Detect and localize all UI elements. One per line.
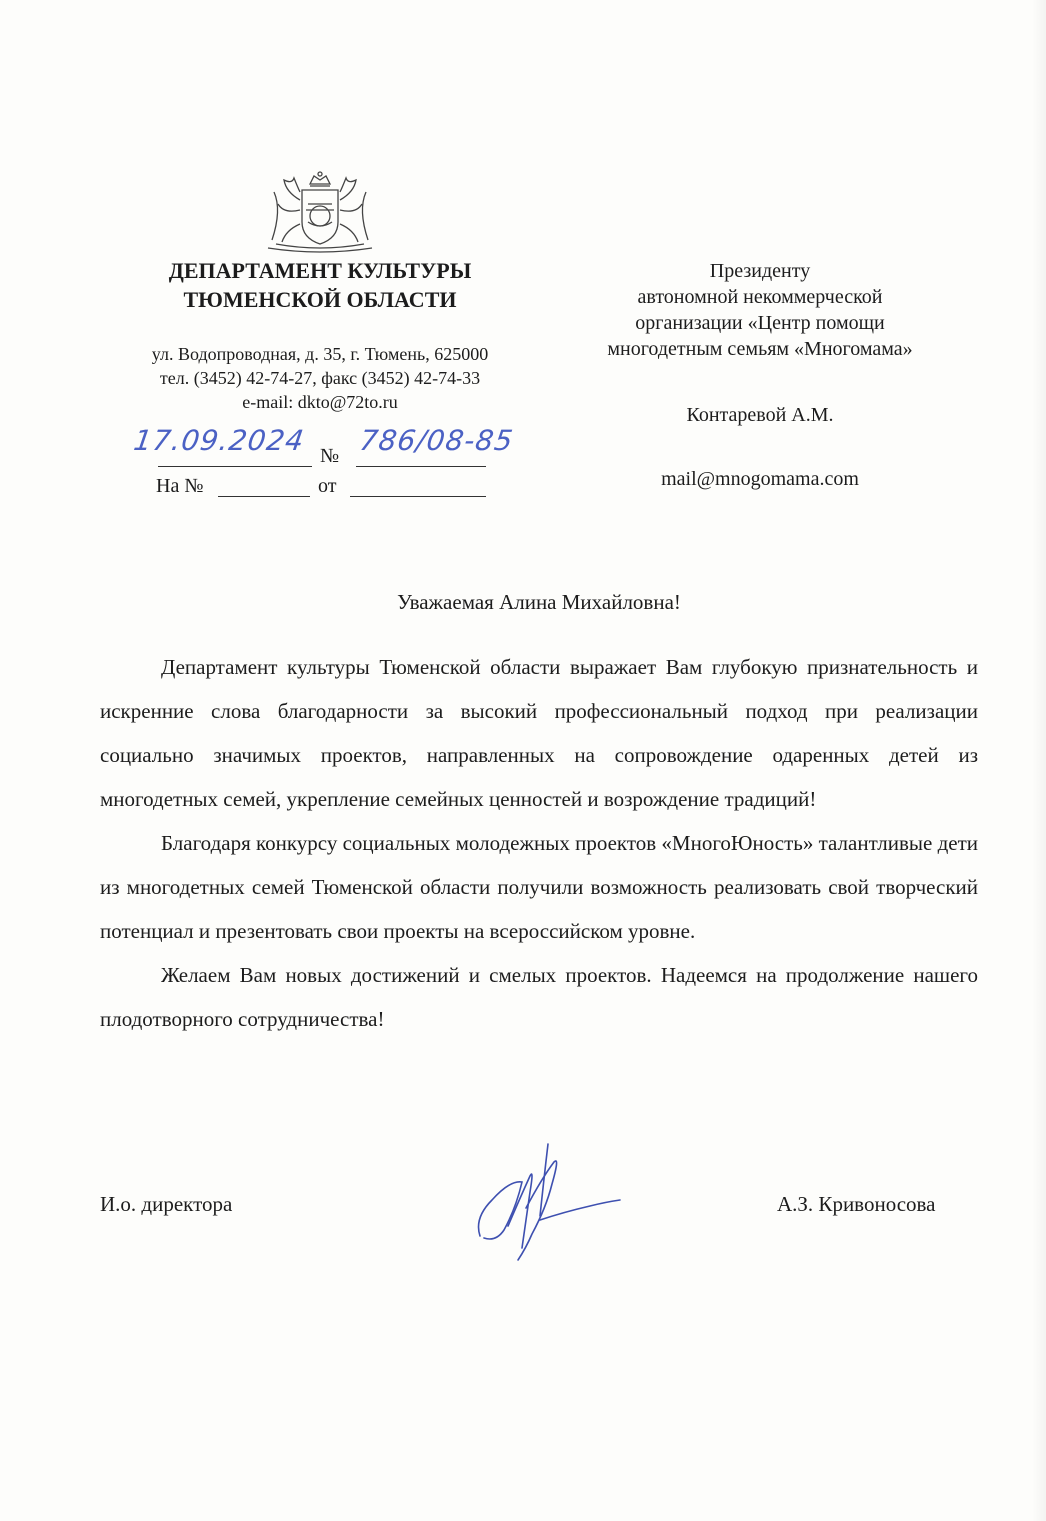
handwritten-number: 786/08-85	[357, 424, 516, 457]
paragraph-3: Желаем Вам новых достижений и смелых проектов. Надеемся на продолжение нашего плодотворного сотрудничества!	[100, 963, 978, 1031]
address-line: ул. Водопроводная, д. 35, г. Тюмень, 625000	[151, 344, 489, 364]
handwritten-signature-icon	[470, 1138, 630, 1268]
recipient-line-2: автономной некоммерческой	[637, 286, 883, 308]
department-line-2: ТЮМЕНСКОЙ ОБЛАСТИ	[183, 287, 457, 312]
coat-of-arms-icon	[262, 170, 378, 254]
department-name	[90, 256, 550, 314]
from-word: от	[318, 475, 337, 497]
handwritten-date: 17.09.2024	[131, 424, 307, 457]
signatory-position: И.о. директора	[100, 1192, 233, 1216]
letter-body	[100, 645, 978, 1041]
recipient-line-1: Президенту	[709, 260, 811, 282]
reply-prefix: На №	[156, 475, 204, 497]
reply-date-underline	[350, 496, 486, 497]
recipient-name: Контаревой А.М.	[686, 404, 834, 426]
recipient-block	[560, 258, 960, 492]
salutation: Уважаемая Алина Михайловна!	[397, 590, 681, 614]
paragraph-1: Департамент культуры Тюменской области выражает Вам глубокую признательность и искренние слова благодарности за высокий профессиональный подход при реализации социально значимых проектов, направленных на сопровождение одаренных детей из многодетных семей, укрепление семейных ценностей и возрождение традиций!	[100, 655, 978, 811]
scan-edge-shadow	[1032, 0, 1046, 1521]
department-contacts	[90, 342, 550, 414]
department-line-1: ДЕПАРТАМЕНТ КУЛЬТУРЫ	[168, 258, 472, 283]
recipient-line-3: организации «Центр помощи	[635, 312, 885, 334]
phone-line: тел. (3452) 42-74-27, факс (3452) 42-74-33	[159, 368, 481, 388]
paragraph-2: Благодаря конкурсу социальных молодежных проектов «МногоЮность» талантливые дети из многодетных семей Тюменской области получили возможность реализовать свой творческий потенциал и презентовать свои проекты на всероссийском уровне.	[100, 831, 978, 943]
recipient-line-4: многодетным семьям «Многомама»	[607, 338, 913, 360]
reply-number-underline	[218, 496, 310, 497]
number-sign: №	[320, 445, 340, 467]
email-line: e-mail: dkto@72to.ru	[242, 392, 398, 412]
number-underline	[356, 466, 486, 467]
signatory-name: А.З. Кривоносова	[777, 1192, 936, 1216]
date-underline	[158, 466, 312, 467]
recipient-email: mail@mnogomama.com	[661, 468, 859, 490]
